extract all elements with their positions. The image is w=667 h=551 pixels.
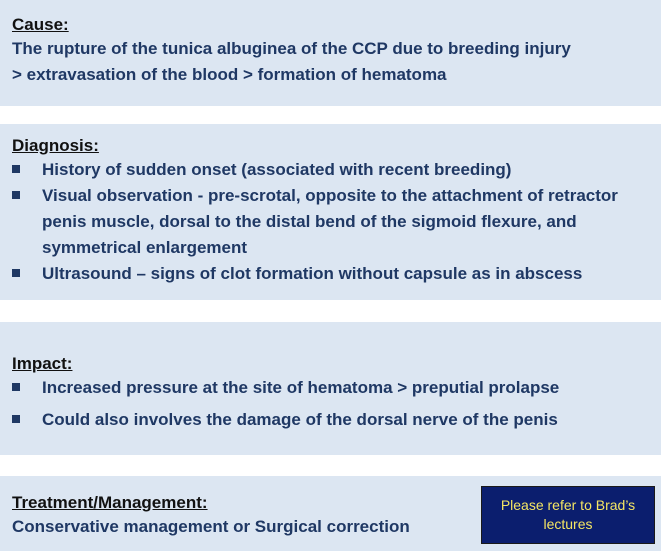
treatment-heading: Treatment/Management: [12,493,208,512]
lecture-note-box [481,486,655,544]
impact-list [12,375,655,433]
diagnosis-list [12,157,655,287]
diagnosis-heading: Diagnosis: [12,136,99,155]
list-item [12,375,655,401]
list-item [12,261,655,287]
list-item [12,157,655,183]
diagnosis-panel [0,124,661,300]
impact-item-text: Could also involves the damage of the dorsal nerve of the penis [42,410,558,429]
treatment-text: Conservative management or Surgical correction [12,517,410,536]
square-bullet-icon [12,269,20,277]
cause-panel [0,0,661,106]
diagnosis-item-text: Visual observation - pre-scrotal, opposite to the attachment of retractor penis muscle, dorsal to the distal bend of the sigmoid flexure, and symmetrical enlargement [42,186,618,257]
list-item [12,183,655,261]
diagnosis-item-text: Ultrasound – signs of clot formation without capsule as in abscess [42,264,583,283]
cause-heading: Cause: [12,15,69,34]
square-bullet-icon [12,191,20,199]
impact-item-text: Increased pressure at the site of hematoma > preputial prolapse [42,378,560,397]
list-item [12,407,655,433]
impact-heading: Impact: [12,354,73,373]
cause-line-2: > extravasation of the blood > formation of hematoma [12,65,447,84]
cause-line-1: The rupture of the tunica albuginea of the CCP due to breeding injury [12,39,571,58]
lecture-note-text: Please refer to Brad’s lectures [500,497,636,532]
diagnosis-item-text: History of sudden onset (associated with recent breeding) [42,160,512,179]
square-bullet-icon [12,383,20,391]
square-bullet-icon [12,415,20,423]
impact-panel [0,322,661,455]
square-bullet-icon [12,165,20,173]
